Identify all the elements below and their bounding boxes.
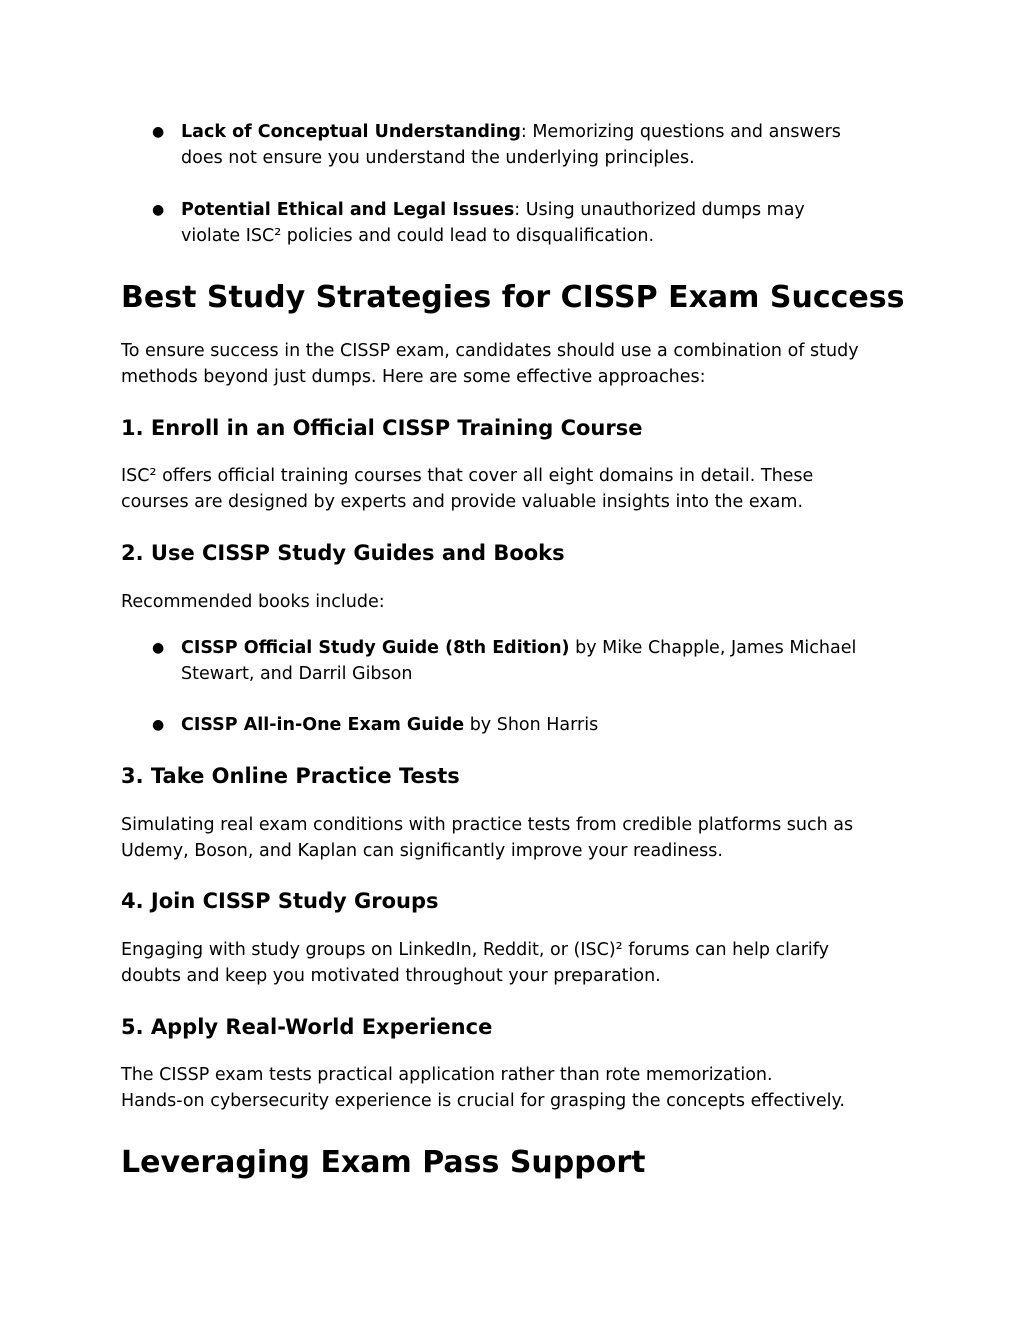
pitfalls-list-2 <box>121 197 911 249</box>
strategy-heading-4: 4. Join CISSP Study Groups <box>121 889 439 913</box>
strategy-body-2: Recommended books include: <box>121 592 385 612</box>
list-item <box>121 119 911 171</box>
books-list-2 <box>121 712 911 738</box>
bullet-term: Lack of Conceptual Understanding <box>181 122 521 142</box>
bullet-description-cont: violate ISC² policies and could lead to disqualification. <box>181 226 655 246</box>
bullet-description: : Using unauthorized dumps may <box>514 200 805 220</box>
book-authors: by Shon Harris <box>464 715 599 735</box>
bullet-description: : Memorizing questions and answers <box>520 122 841 142</box>
strategy-heading-1: 1. Enroll in an Official CISSP Training Course <box>121 416 643 440</box>
bullet-icon: ● <box>152 717 165 733</box>
list-item <box>121 635 911 687</box>
bullet-term: Potential Ethical and Legal Issues <box>181 200 515 220</box>
strategy-heading-3: 3. Take Online Practice Tests <box>121 764 460 788</box>
section-heading-support: Leveraging Exam Pass Support <box>121 1145 646 1180</box>
bullet-description-cont: does not ensure you understand the underlying principles. <box>181 148 695 168</box>
book-title: CISSP All-in-One Exam Guide <box>181 715 465 735</box>
strategy-heading-2: 2. Use CISSP Study Guides and Books <box>121 541 565 565</box>
strategy-body-1: ISC² offers official training courses that cover all eight domains in detail. These courses are designed by experts and provide valuable insights into the exam. <box>121 466 814 512</box>
books-list <box>121 635 911 687</box>
pitfalls-list <box>121 119 911 171</box>
book-authors: by Mike Chapple, James Michael <box>569 638 857 658</box>
list-item <box>121 712 911 738</box>
strategy-body-3: Simulating real exam conditions with practice tests from credible platforms such as Udemy, Boson, and Kaplan can significantly improve your readiness. <box>121 815 854 861</box>
book-title: CISSP Official Study Guide (8th Edition) <box>181 638 570 658</box>
strategy-body-4: Engaging with study groups on LinkedIn, Reddit, or (ISC)² forums can help clarify doubts and keep you motivated throughout your preparation. <box>121 940 829 986</box>
bullet-icon: ● <box>152 124 165 140</box>
book-authors-cont: Stewart, and Darril Gibson <box>181 664 413 684</box>
section-heading-strategies: Best Study Strategies for CISSP Exam Success <box>121 280 905 315</box>
list-item <box>121 197 911 249</box>
section-intro: To ensure success in the CISSP exam, candidates should use a combination of study methods beyond just dumps. Here are some effective approaches: <box>121 341 859 387</box>
strategy-heading-5: 5. Apply Real-World Experience <box>121 1015 493 1039</box>
bullet-icon: ● <box>152 640 165 656</box>
bullet-icon: ● <box>152 202 165 218</box>
strategy-body-5: The CISSP exam tests practical application rather than rote memorization. Hands-on cybersecurity experience is crucial for grasping the concepts effectively. <box>121 1065 845 1111</box>
